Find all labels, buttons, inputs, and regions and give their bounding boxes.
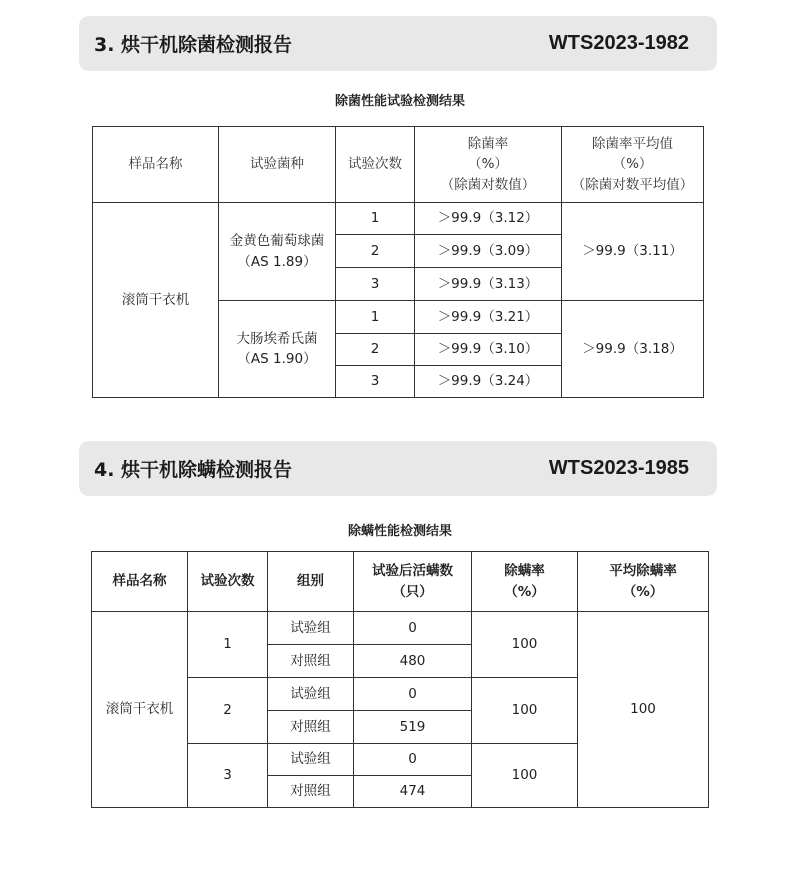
- header-count-line2: （只）: [392, 583, 433, 600]
- rate-value: ＞99.9（3.24）: [415, 366, 562, 398]
- header-avg: [562, 127, 704, 203]
- sterilization-results-table: [92, 126, 704, 398]
- header-times: 试验次数: [336, 127, 415, 203]
- rate-value: ＞99.9（3.09）: [415, 235, 562, 268]
- report-code: WTS2023-1982: [548, 32, 689, 54]
- trial-number: 1: [336, 301, 415, 334]
- header-rate-line1: 除螨率: [504, 563, 545, 580]
- rate-value: ＞99.9（3.10）: [415, 334, 562, 366]
- group-label: 对照组: [268, 711, 354, 744]
- mite-count: 480: [354, 645, 472, 678]
- strain-name: 金黄色葡萄球菌: [229, 233, 325, 250]
- trial-number: 2: [336, 235, 415, 268]
- group-label: 试验组: [268, 612, 354, 645]
- mite-count: 474: [354, 776, 472, 808]
- table-caption: 除螨性能检测结果: [347, 524, 452, 539]
- table-header-row: [92, 552, 709, 612]
- header-count: [354, 552, 472, 612]
- header-sample: 样品名称: [92, 552, 188, 612]
- trial-number: 3: [336, 366, 415, 398]
- group-label: 对照组: [268, 776, 354, 808]
- avg-value: ＞99.9（3.11）: [562, 203, 704, 301]
- group-label: 试验组: [268, 678, 354, 711]
- sample-name-cell: 滚筒干衣机: [93, 203, 219, 398]
- rate-value: 100: [472, 744, 578, 808]
- section-title: 4. 烘干机除螨检测报告: [94, 459, 293, 481]
- header-strain: 试验菌种: [219, 127, 336, 203]
- trial-number: 2: [188, 678, 268, 744]
- header-avg-line2: （%）: [612, 156, 653, 173]
- mite-count: 0: [354, 678, 472, 711]
- group-label: 对照组: [268, 645, 354, 678]
- header-count-line1: 试验后活螨数: [372, 563, 453, 580]
- avg-value: 100: [578, 612, 709, 808]
- table-header-row: [93, 127, 704, 203]
- mite-count: 519: [354, 711, 472, 744]
- header-avg-line1: 平均除螨率: [609, 563, 677, 580]
- strain-name: 大肠埃希氏菌: [236, 330, 318, 347]
- strain-code: （AS 1.90）: [237, 351, 317, 367]
- rate-value: 100: [472, 612, 578, 678]
- table-row: [92, 612, 709, 645]
- section-title: 3. 烘干机除菌检测报告: [94, 34, 293, 56]
- header-rate-line3: （除菌对数值）: [440, 176, 536, 193]
- header-rate-line2: （%）: [504, 583, 545, 600]
- avg-value: ＞99.9（3.18）: [562, 301, 704, 398]
- trial-number: 3: [336, 268, 415, 301]
- rate-value: ＞99.9（3.21）: [415, 301, 562, 334]
- rate-value: ＞99.9（3.13）: [415, 268, 562, 301]
- section-banner-mite-removal: [79, 441, 717, 496]
- header-rate: [472, 552, 578, 612]
- group-label: 试验组: [268, 744, 354, 776]
- sample-name-cell: 滚筒干衣机: [92, 612, 188, 808]
- header-group: 组别: [268, 552, 354, 612]
- header-sample: 样品名称: [93, 127, 219, 203]
- trial-number: 3: [188, 744, 268, 808]
- header-avg-line3: （除菌对数平均值）: [571, 176, 694, 193]
- header-rate-line1: 除菌率: [467, 136, 509, 153]
- report-code: WTS2023-1985: [548, 457, 689, 479]
- strain-cell: [219, 301, 336, 398]
- trial-number: 1: [188, 612, 268, 678]
- mite-removal-results-table: [91, 551, 709, 808]
- rate-value: 100: [472, 678, 578, 744]
- header-avg: [578, 552, 709, 612]
- mite-count: 0: [354, 744, 472, 776]
- strain-code: （AS 1.89）: [237, 253, 317, 270]
- mite-count: 0: [354, 612, 472, 645]
- section-banner-sterilization: [79, 16, 717, 71]
- header-rate: [415, 127, 562, 203]
- trial-number: 1: [336, 203, 415, 235]
- header-avg-line2: （%）: [622, 583, 664, 600]
- header-times: 试验次数: [188, 552, 268, 612]
- header-avg-line1: 除菌率平均值: [592, 136, 673, 153]
- header-rate-line2: （%）: [468, 156, 508, 173]
- trial-number: 2: [336, 334, 415, 366]
- strain-cell: [219, 203, 336, 301]
- rate-value: ＞99.9（3.12）: [415, 203, 562, 235]
- table-row: [93, 203, 704, 235]
- table-caption: 除菌性能试验检测结果: [334, 94, 465, 109]
